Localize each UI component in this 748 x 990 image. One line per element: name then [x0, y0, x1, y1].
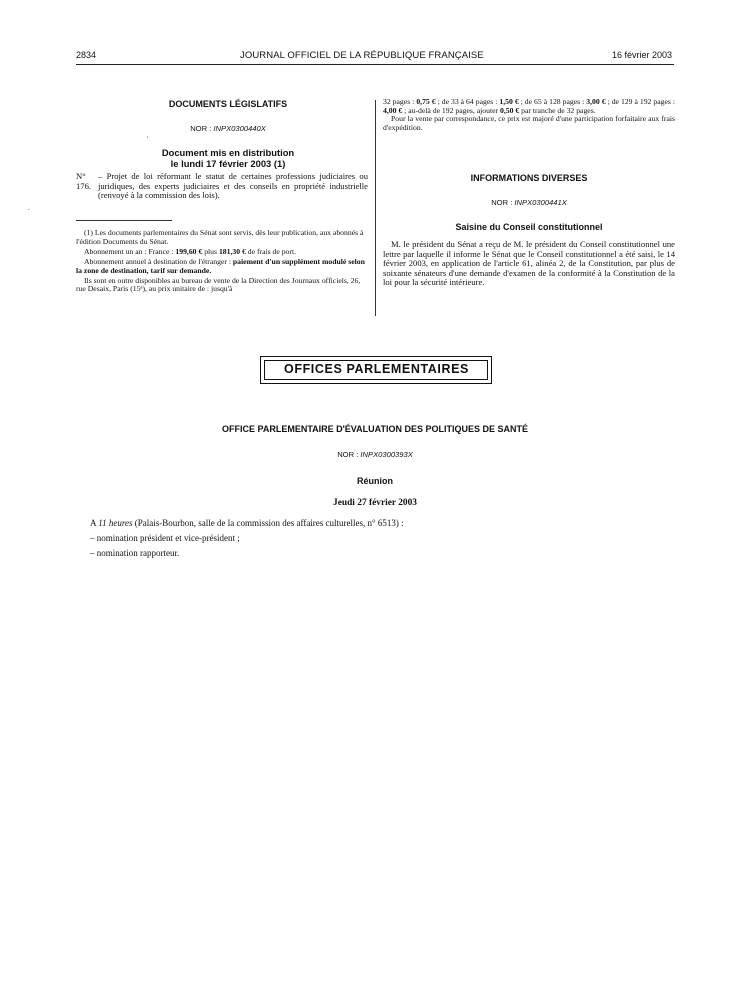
- office-title: OFFICE PARLEMENTAIRE D'ÉVALUATION DES POLITIQUES DE SANTÉ: [222, 424, 528, 434]
- page-number: 2834: [76, 50, 97, 60]
- section-heading-informations-diverses: INFORMATIONS DIVERSES: [470, 173, 588, 183]
- distribution-title-line1: Document mis en distribution: [161, 147, 295, 158]
- footnotes: [76, 229, 368, 296]
- nor-code: INPX0300441X: [514, 198, 567, 207]
- saisine-text: M. le président du Sénat a reçu de M. le président du Conseil constitutionnel une lettre par laquelle il informe le Sénat que le Conseil constitutionnel a été saisi, le 14 février 2003, en application de l'article 61, alinéa 2, de la Constitution, par plus de soixante sénateurs d'une demande d'examen de la conformité à la Constitution de la loi pour la sécurité intérieure.: [383, 239, 675, 288]
- nor-reference-informations: [383, 198, 675, 207]
- margin-mark: .: [28, 204, 30, 212]
- nor-label: NOR :: [337, 450, 361, 459]
- price-france: 199,60 €: [175, 246, 203, 256]
- footnote-3: Abonnement annuel à destination de l'étranger : paiement d'un supplément modulé selon la zone de destination, tarif sur demande.: [76, 256, 365, 275]
- nor-code: INPX0300440X: [213, 124, 266, 133]
- header-rule: [76, 64, 674, 65]
- document-item-text: – Projet de loi réformant le statut de certaines professions judiciaires ou juridiques, des experts judiciaires et des conseils en propriété industrielle (renvoyé à la commission des lois).: [98, 171, 368, 201]
- agenda-time: 11 heures: [98, 518, 133, 528]
- document-item-number: N° 176.: [76, 171, 92, 191]
- saisine-title: Saisine du Conseil constitutionnel: [455, 222, 603, 232]
- agenda-place: (Palais-Bourbon, salle de la commission des affaires culturelles, n° 6513) :: [132, 518, 404, 528]
- nor-label: NOR :: [491, 198, 515, 207]
- foreign-supplement: paiement d'un supplément modulé selon la zone de destination, tarif sur demande.: [76, 256, 365, 275]
- margin-mark: ,: [147, 133, 149, 139]
- mail-order-note: Pour la vente par correspondance, ce prix est majoré d'une participation forfaitaire aux frais d'expédition.: [383, 114, 675, 132]
- section-heading-documents-legislatifs: DOCUMENTS LÉGISLATIFS: [168, 99, 288, 109]
- agenda: [90, 516, 670, 561]
- agenda-item-2: – nomination rapporteur.: [90, 548, 180, 558]
- reunion-label: Réunion: [357, 476, 393, 486]
- price-shipping: 181,30 €: [218, 246, 246, 256]
- nor-label: NOR :: [190, 124, 214, 133]
- footnote-1: (1) Les documents parlementaires du Sénat sont servis, dès leur publication, aux abonnés à l'édition Documents du Sénat.: [76, 228, 364, 246]
- nor-reference-office: [76, 450, 674, 459]
- nor-code: INPX0300393X: [360, 450, 413, 459]
- section-title-offices: OFFICES PARLEMENTAIRES: [284, 362, 469, 376]
- footnote-rule: [76, 220, 172, 221]
- price-list: [383, 98, 675, 132]
- agenda-line: A 11 heures (Palais-Bourbon, salle de la commission des affaires culturelles, n° 6513) :: [90, 518, 404, 528]
- distribution-title-line2: le lundi 17 février 2003 (1): [170, 157, 286, 169]
- document-item: [76, 172, 368, 201]
- journal-title: JOURNAL OFFICIEL DE LA RÉPUBLIQUE FRANÇAISE: [240, 50, 484, 61]
- distribution-title: [80, 148, 376, 169]
- agenda-item-1: – nomination président et vice-président ;: [90, 533, 240, 543]
- issue-date: 16 février 2003: [612, 50, 673, 60]
- footnote-4: Ils sont en outre disponibles au bureau de vente de la Direction des Journaux officiels, 26, rue Desaix, Paris (15ᵉ), au prix unitaire de : jusqu'à: [76, 275, 361, 294]
- footnote-2: Abonnement un an : France : 199,60 € plus 181,30 € de frais de port.: [84, 246, 297, 256]
- nor-reference-documents: [80, 124, 376, 133]
- meeting-date: Jeudi 27 février 2003: [333, 498, 417, 508]
- price-tiers: 32 pages : 0,75 € ; de 33 à 64 pages : 1,50 € ; de 65 à 128 pages : 3,00 € ; de 129 à 192 pages : 4,00 € ; au-delà de 192 pages, ajouter 0,50 € par tranche de 32 pages.: [383, 97, 676, 115]
